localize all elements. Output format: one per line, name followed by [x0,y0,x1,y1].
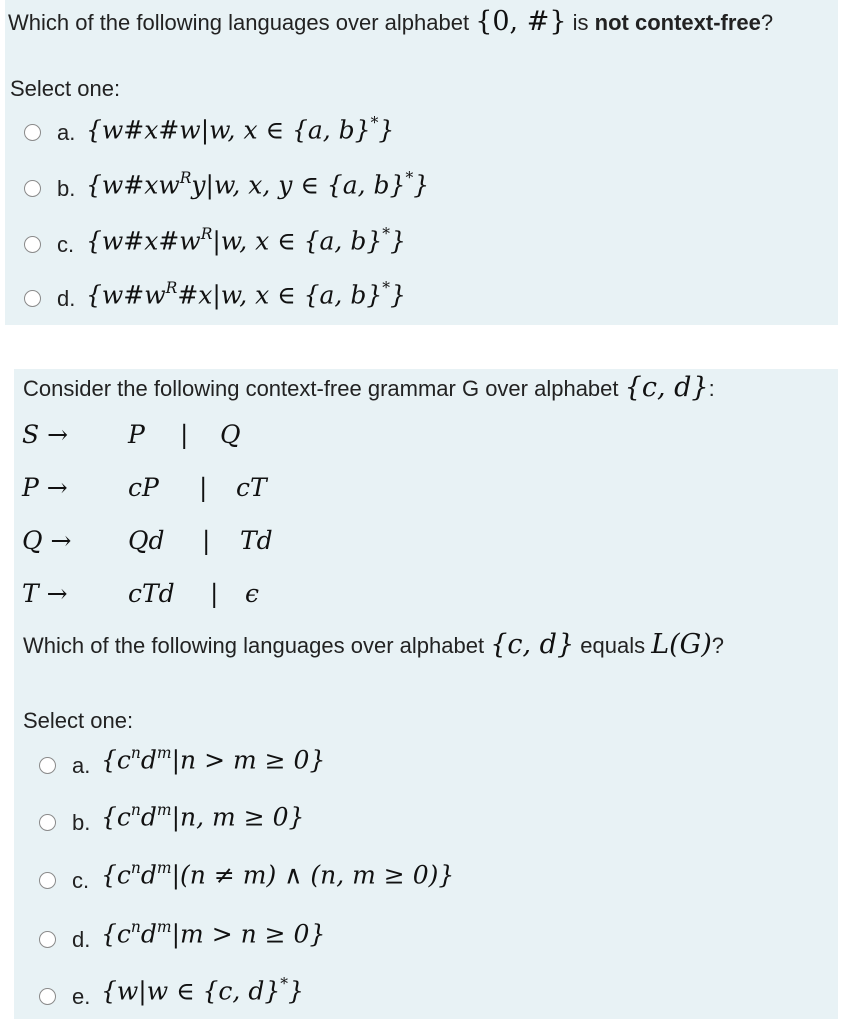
rule-lhs: Q → [22,526,72,555]
option-letter: b. [72,810,91,835]
option-math: {$w\#xw^Ry|w$, x, y ∈ {a, b}*} [86,169,430,200]
option-letter: a. [57,120,76,145]
option-math: {$w\#w^R\#x|w$, x ∈ {a, b}*} [86,279,406,310]
rule-separator: | [199,473,208,502]
radio-button[interactable] [39,757,56,774]
option-math: {$c^nd^m|(n \ne m)$ ∧ (n, m ≥ 0)} [101,859,455,890]
option-math: {w|w ∈ {c, d}*} [101,975,304,1006]
rule-separator: | [202,526,211,555]
option-letter: a. [72,753,91,778]
option-letter: e. [72,984,91,1009]
option-math: $\{c^nd^m|m > n \ge 0\}$ [101,918,326,949]
question-2-prompt: Which of the following languages over alphabet {c, d} equals L(G)? [23,629,725,660]
rule-rhs-2: Td [240,526,273,555]
question-1-panel [5,0,838,325]
rule-separator: | [210,579,219,608]
radio-button[interactable] [39,872,56,889]
radio-button[interactable] [24,180,41,197]
question-1-prompt: Which of the following languages over alphabet {0, #} is not context-free? [8,6,774,37]
rule-rhs-1: Qd [128,526,165,555]
option-math: $\{c^nd^m|n > m \ge 0\}$ [101,744,326,775]
rule-lhs: T → [22,579,68,608]
option-letter: c. [57,232,75,257]
rule-lhs: S → [22,420,69,449]
rule-rhs-1: P [128,420,145,449]
rule-rhs-1: cTd [128,579,175,608]
rule-separator: | [180,420,189,449]
option-letter: c. [72,868,90,893]
question-1-select-label: Select one: [10,76,121,101]
option-letter: d. [57,286,76,311]
rule-rhs-1: cP [128,473,159,502]
radio-button[interactable] [39,931,56,948]
radio-button[interactable] [39,988,56,1005]
option-math: {w#x#w|w, x ∈ {a, b}*} [86,114,395,145]
radio-button[interactable] [24,290,41,307]
option-math: {$c^nd^m|n$, m ≥ 0} [101,801,305,832]
rule-rhs-2: cT [236,473,267,502]
option-math: {$w\#x\#w^R|w$, x ∈ {a, b}*} [86,225,406,256]
option-letter: b. [57,176,76,201]
option-letter: d. [72,927,91,952]
question-2-intro: Consider the following context-free grammar G over alphabet {c, d}: [23,372,715,403]
rule-rhs-2: ϵ [245,579,260,608]
rule-rhs-2: Q [220,420,241,449]
radio-button[interactable] [24,236,41,253]
radio-button[interactable] [39,814,56,831]
radio-button[interactable] [24,124,41,141]
rule-lhs: P → [22,473,68,502]
question-2-select-label: Select one: [23,708,134,733]
